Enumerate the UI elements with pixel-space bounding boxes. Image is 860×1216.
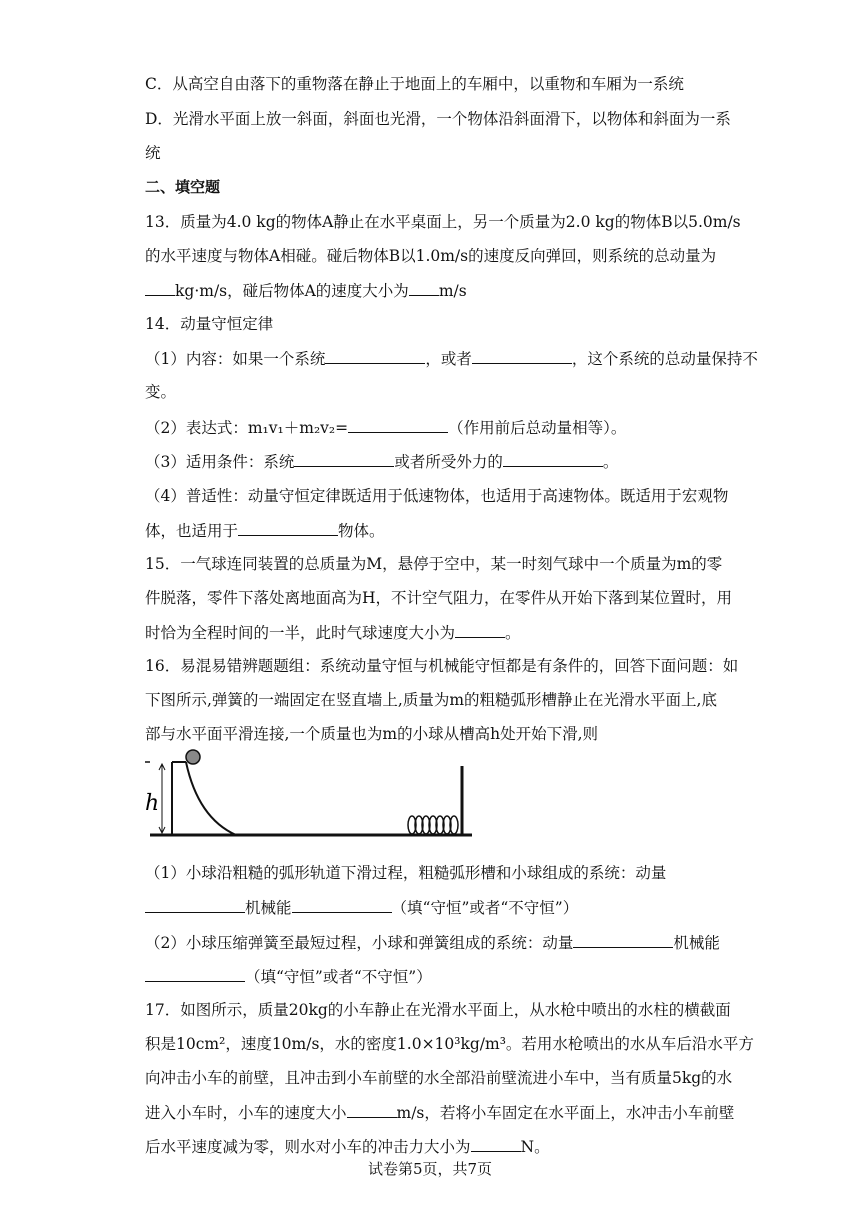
q14-4: （4）普适性：动量守恒定律既适用于低速物体，也适用于高速物体。既适用于宏观物 (145, 487, 729, 505)
q13-blank-1[interactable] (145, 279, 175, 296)
q14-1-text-b: ，或者 (425, 350, 472, 368)
option-c: C．从高空自由落下的重物落在静止于地面上的车厢中，以重物和车厢为一系统 (145, 75, 684, 93)
q14-1-text-a: （1）内容：如果一个系统 (145, 350, 326, 368)
q13-line2: 的水平速度与物体A相碰。碰后物体B以1.0m/s的速度反向弹回，则系统的总动量为 (145, 247, 717, 265)
q15-text: 时恰为全程时间的一半，此时气球速度大小为 (145, 624, 456, 642)
q16-1-text-b: 机械能 (245, 899, 292, 917)
q13-blank-2[interactable] (409, 279, 439, 296)
option-d: D．光滑水平面上放一斜面，斜面也光滑，一个物体沿斜面滑下，以物体和斜面为一系 (145, 110, 731, 128)
q16-2-text-a: （2）小球压缩弹簧至最短过程，小球和弹簧组成的系统：动量 (145, 934, 574, 952)
q13-unit: m/s (438, 282, 467, 300)
q15-end: 。 (505, 624, 521, 642)
q14-2-text-b: （作用前后总动量相等）。 (448, 419, 627, 437)
q16-2-blank-2[interactable] (145, 965, 245, 982)
q17-text-a: 进入小车时，小车的速度大小 (145, 1104, 347, 1122)
section-heading: 二、填空题 (145, 178, 221, 196)
q14-4-text-b: 体，也适用于 (145, 522, 239, 540)
q14-3 (145, 450, 618, 473)
q14-1-cont: 变。 (145, 383, 177, 401)
q14-3-blank-2[interactable] (503, 450, 603, 467)
q17-line1: 17．如图所示，质量20kg的小车静止在光滑水平面上，从水枪中喷出的水柱的横截面 (145, 1001, 731, 1019)
q17-line4 (145, 1101, 734, 1124)
spring (408, 816, 458, 834)
q16-line1: 16．易混易错辨题题组：系统动量守恒与机械能守恒都是有条件的，回答下面问题：如 (145, 657, 739, 675)
q17-blank-1[interactable] (347, 1101, 397, 1118)
slope-curve (186, 762, 236, 835)
q17-text-d: N。 (520, 1138, 550, 1156)
q14-title: 14．动量守恒定律 (145, 315, 274, 333)
q17-text-c: 后水平速度减为零，则水对小车的冲击力大小为 (145, 1138, 471, 1156)
q15-line3 (145, 621, 521, 644)
q14-4-blank[interactable] (238, 519, 338, 536)
q13-line3 (145, 279, 467, 302)
q14-3-text-c: 。 (602, 453, 619, 471)
ball (186, 750, 200, 764)
q17-line2: 积是10cm²，速度10m/s，水的密度1.0×10³kg/m³。若用水枪喷出的水从车后沿水平方 (145, 1035, 754, 1053)
q16-2-cont (145, 965, 432, 988)
q17-line3: 向冲击小车的前壁，且冲击到小车前壁的水全部沿前壁流进小车中，当有质量5kg的水 (145, 1069, 733, 1087)
q13-line1: 13．质量为4.0 kg的物体A静止在水平桌面上，另一个质量为2.0 kg的物体B以5.0m/s (145, 213, 741, 231)
q14-2-text-a: （2）表达式：m₁v₁＋m₂v₂= (145, 419, 349, 437)
q14-1-blank-1[interactable] (325, 347, 425, 364)
option-d-cont: 统 (145, 144, 161, 162)
q16-line3: 部与水平面平滑连接,一个质量也为m的小球从槽高h处开始下滑,则 (145, 725, 599, 743)
q14-3-blank-1[interactable] (294, 450, 394, 467)
q15-line2: 件脱落，零件下落处离地面高为H，不计空气阻力，在零件从开始下落到某位置时，用 (145, 589, 733, 607)
h-label: h (145, 791, 160, 816)
q17-line5 (145, 1135, 550, 1158)
q14-2 (145, 416, 626, 439)
q14-1 (145, 347, 758, 370)
q13-text: kg·m/s，碰后物体A的速度大小为 (175, 282, 409, 300)
q14-1-blank-2[interactable] (472, 347, 572, 364)
q16-2-blank-1[interactable] (573, 931, 673, 948)
q16-1-blank-1[interactable] (145, 896, 245, 913)
q17-blank-2[interactable] (471, 1135, 521, 1152)
q16-figure (140, 748, 480, 847)
slope-spring-diagram (140, 748, 480, 843)
q14-3-text-a: （3）适用条件：系统 (145, 453, 295, 471)
q16-1: （1）小球沿粗糙的弧形轨道下滑过程，粗糙弧形槽和小球组成的系统：动量 (145, 864, 667, 882)
q16-1-blank-2[interactable] (292, 896, 392, 913)
q14-3-text-b: 或者所受外力的 (394, 453, 503, 471)
q15-blank[interactable] (455, 621, 505, 638)
q16-2 (145, 931, 720, 954)
q14-2-blank[interactable] (348, 416, 448, 433)
q14-4-text-c: 物体。 (338, 522, 385, 540)
q16-2-text-c: （填“守恒”或者“不守恒”） (245, 968, 432, 986)
q16-line2: 下图所示,弹簧的一端固定在竖直墙上,质量为m的粗糙弧形槽静止在光滑水平面上,底 (145, 691, 717, 709)
q14-4-cont (145, 519, 385, 542)
q16-1-cont (145, 896, 578, 919)
q16-1-text-c: （填“守恒”或者“不守恒”） (391, 899, 579, 917)
q14-1-text-c: ，这个系统的总动量保持不 (571, 350, 758, 368)
page-footer: 试卷第5页，共7页 (367, 1160, 493, 1178)
q17-text-b: m/s，若将小车固定在水平面上，水冲击小车前壁 (396, 1104, 735, 1122)
q16-2-text-b: 机械能 (673, 934, 720, 952)
q15-line1: 15．一气球连同装置的总质量为M，悬停于空中，某一时刻气球中一个质量为m的零 (145, 555, 723, 573)
